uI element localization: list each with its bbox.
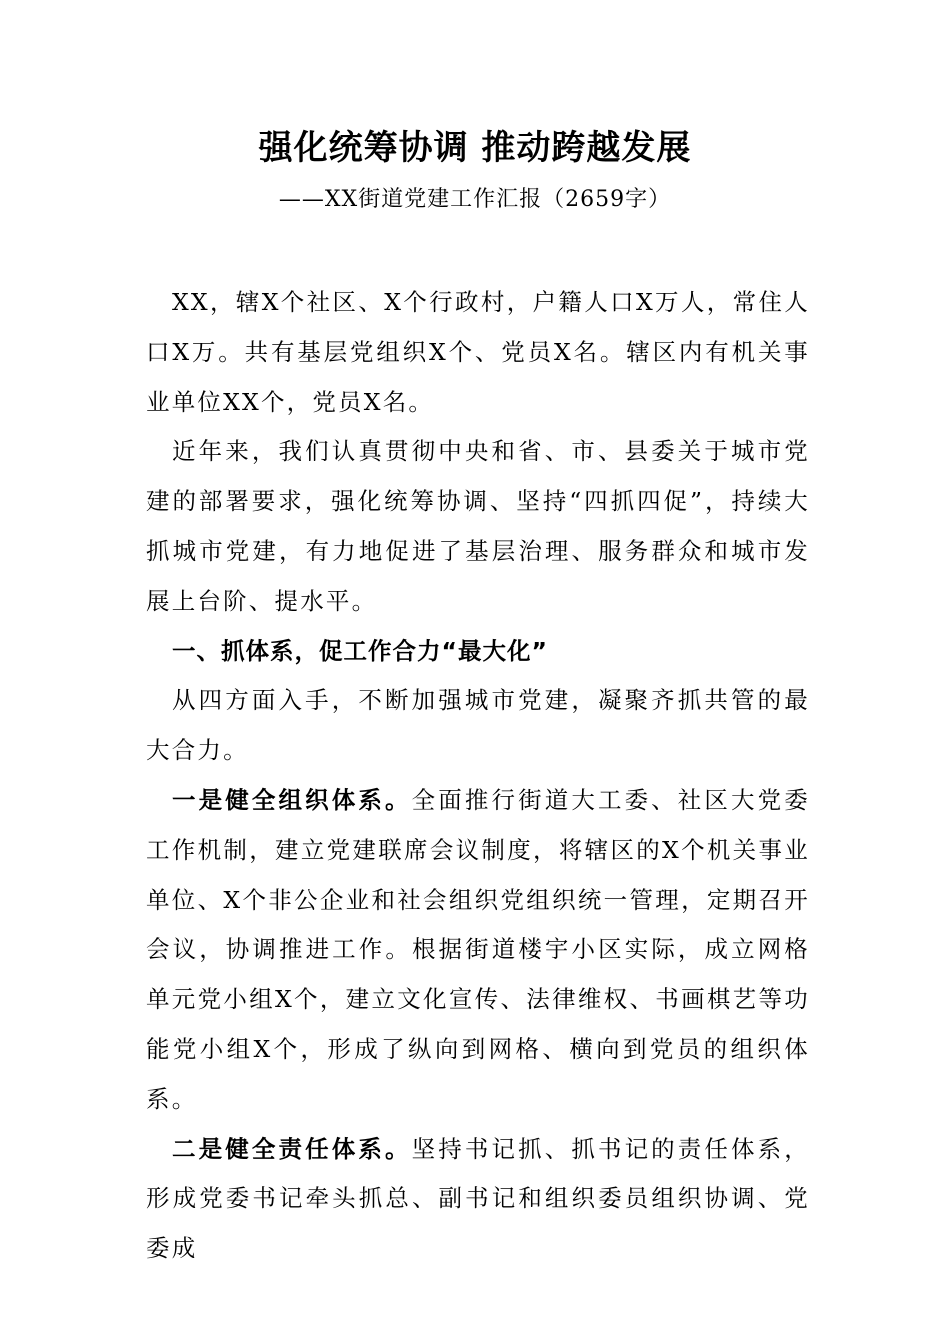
document-subtitle: ——XX街道党建工作汇报（2659字） bbox=[278, 187, 672, 212]
paragraph-lead: 二是健全责任体系。 bbox=[172, 1134, 412, 1163]
paragraph-text: 从四方面入手，不断加强城市党建，凝聚齐抓共管的最大合力。 bbox=[146, 686, 810, 765]
paragraph-organization-system bbox=[146, 776, 810, 1125]
section-heading-text: 一、抓体系，促工作合力“最大化” bbox=[172, 636, 548, 665]
paragraph-section1-intro bbox=[146, 676, 810, 776]
paragraph-intro bbox=[146, 278, 810, 427]
paragraph-lead: 一是健全组织体系。 bbox=[172, 785, 412, 814]
paragraph-text: 全面推行街道大工委、社区大党委工作机制，建立党建联席会议制度，将辖区的X个机关事业单位、X个非公企业和社会组织党组织统一管理，定期召开会议，协调推进工作。根据街道楼宇小区实际，成立网格单元党小组X个，建立文化宣传、法律维权、书画棋艺等功能党小组X个，形成了纵向到网格、横向到党员的组织体系。 bbox=[146, 785, 810, 1113]
paragraph-text: XX，辖X个社区、X个行政村，户籍人口X万人，常住人口X万。共有基层党组织X个、党员X名。辖区内有机关事业单位XX个，党员X名。 bbox=[146, 288, 810, 416]
document-title: 强化统筹协调 推动跨越发展 bbox=[258, 128, 692, 168]
paragraph-overview bbox=[146, 427, 810, 626]
paragraph-text: 坚持书记抓、抓书记的责任体系，形成党委书记牵头抓总、副书记和组织委员组织协调、党委成 bbox=[146, 1134, 810, 1263]
document-body bbox=[146, 278, 810, 1274]
paragraph-responsibility-system bbox=[146, 1125, 810, 1274]
paragraph-text: 近年来，我们认真贯彻中央和省、市、县委关于城市党建的部署要求，强化统筹协调、坚持“四抓四促”，持续大抓城市党建，有力地促进了基层治理、服务群众和城市发展上台阶、提水平。 bbox=[146, 437, 810, 615]
section-heading-1 bbox=[146, 627, 810, 677]
